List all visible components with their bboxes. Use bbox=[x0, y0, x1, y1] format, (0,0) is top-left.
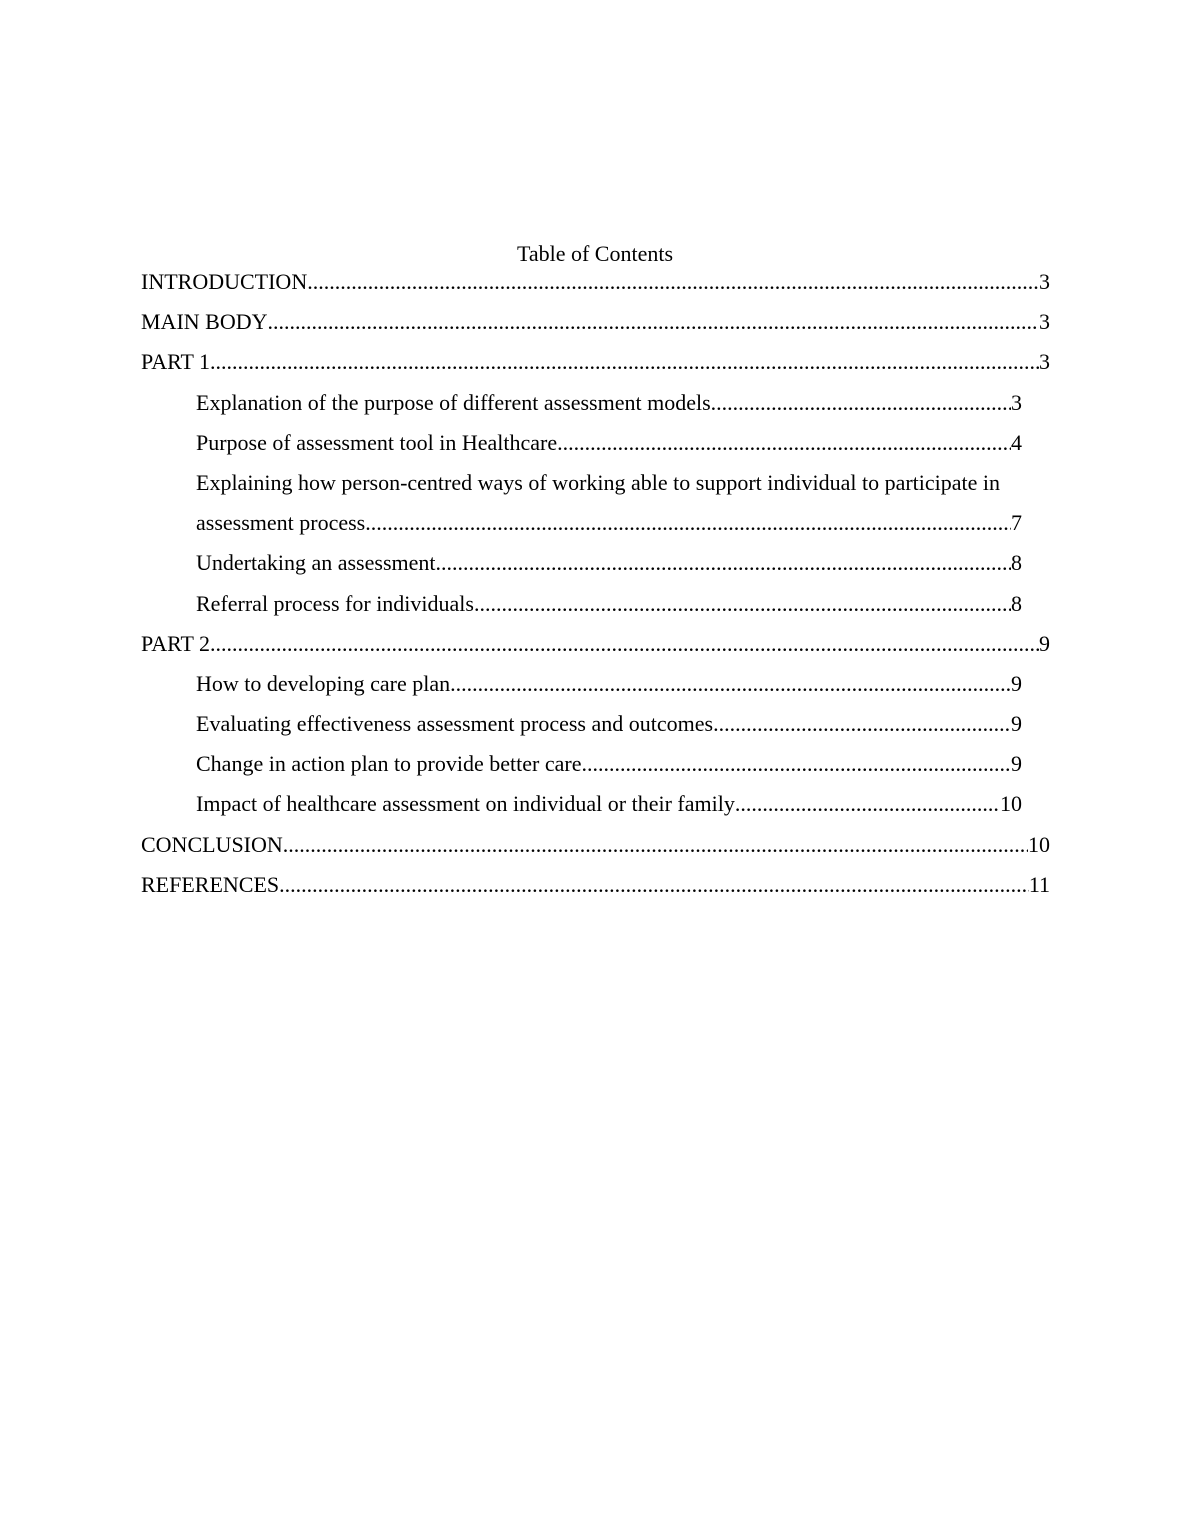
toc-page-number: 8 bbox=[1011, 590, 1022, 616]
toc-dot-leader bbox=[713, 710, 1011, 738]
toc-entry-label: INTRODUCTION bbox=[141, 269, 308, 294]
toc-entry-care-plan[interactable] bbox=[141, 670, 1050, 710]
toc-dot-leader bbox=[474, 590, 1011, 618]
toc-page-number: 10 bbox=[1000, 791, 1022, 817]
toc-entry-label: Undertaking an assessment bbox=[196, 550, 436, 576]
toc-entry-label: REFERENCES bbox=[141, 871, 280, 897]
toc-entry-label: PART 2 bbox=[141, 630, 210, 656]
toc-dot-leader bbox=[557, 429, 1011, 457]
toc-entry-label: PART 1 bbox=[141, 349, 210, 375]
toc-dot-leader bbox=[279, 871, 1029, 899]
toc-entry-conclusion[interactable] bbox=[141, 831, 1050, 871]
toc-title: Table of Contents bbox=[516, 241, 674, 266]
toc-dot-leader bbox=[436, 549, 1012, 577]
toc-dot-leader bbox=[268, 308, 1040, 336]
toc-page-number: 3 bbox=[1039, 349, 1050, 375]
toc-entry-label: Explaining how person-centred ways of working able to support individual to participate in bbox=[196, 469, 1001, 495]
toc-entry-person-centred[interactable] bbox=[141, 509, 1050, 549]
toc-entry-label: Explanation of the purpose of different assessment models bbox=[196, 389, 711, 415]
toc-dot-leader bbox=[365, 509, 1011, 537]
toc-dot-leader bbox=[711, 389, 1011, 417]
toc-entry-label: assessment process bbox=[196, 510, 366, 536]
toc-page-number: 7 bbox=[1011, 510, 1022, 536]
toc-entry-person-centred-line1[interactable] bbox=[141, 469, 1050, 509]
toc-dot-leader bbox=[210, 348, 1039, 376]
toc-entry-label: MAIN BODY bbox=[141, 309, 268, 335]
table-of-contents bbox=[141, 268, 1050, 911]
toc-entry-part-2[interactable] bbox=[141, 630, 1050, 670]
toc-dot-leader bbox=[581, 750, 1011, 778]
toc-page-number: 3 bbox=[1039, 269, 1050, 294]
toc-entry-undertaking-assessment[interactable] bbox=[141, 549, 1050, 589]
toc-entry-assessment-models[interactable] bbox=[141, 389, 1050, 429]
toc-entry-label: Purpose of assessment tool in Healthcare bbox=[196, 429, 558, 455]
toc-entry-label: Change in action plan to provide better care bbox=[196, 751, 582, 777]
toc-entry-label: Impact of healthcare assessment on individual or their family bbox=[196, 791, 735, 817]
toc-entry-impact-assessment[interactable] bbox=[141, 790, 1050, 830]
toc-entry-action-plan[interactable] bbox=[141, 750, 1050, 790]
toc-entry-referral-process[interactable] bbox=[141, 590, 1050, 630]
toc-page-number: 4 bbox=[1011, 429, 1022, 455]
toc-dot-leader bbox=[210, 630, 1039, 658]
toc-page-number: 11 bbox=[1028, 871, 1050, 897]
toc-dot-leader bbox=[283, 831, 1028, 859]
toc-entry-introduction[interactable] bbox=[141, 268, 1050, 308]
toc-entry-label: How to developing care plan bbox=[196, 670, 451, 696]
toc-dot-leader bbox=[735, 790, 1000, 818]
toc-page-number: 8 bbox=[1011, 550, 1022, 576]
toc-page-number: 3 bbox=[1039, 309, 1050, 335]
toc-entry-label: CONCLUSION bbox=[141, 831, 283, 857]
toc-entry-references[interactable] bbox=[141, 871, 1050, 911]
toc-page-number: 9 bbox=[1011, 711, 1022, 737]
toc-entry-main-body[interactable] bbox=[141, 308, 1050, 348]
toc-page-number: 9 bbox=[1011, 670, 1022, 696]
toc-dot-leader bbox=[450, 670, 1011, 698]
toc-entry-evaluating-effectiveness[interactable] bbox=[141, 710, 1050, 750]
toc-page-number: 9 bbox=[1039, 630, 1050, 656]
toc-entry-assessment-tool[interactable] bbox=[141, 429, 1050, 469]
toc-dot-leader bbox=[307, 268, 1039, 296]
toc-page-number: 10 bbox=[1028, 831, 1050, 857]
toc-entry-label: Referral process for individuals bbox=[196, 590, 474, 616]
toc-page-number: 3 bbox=[1011, 389, 1022, 415]
toc-entry-part-1[interactable] bbox=[141, 348, 1050, 388]
toc-entry-label: Evaluating effectiveness assessment process and outcomes bbox=[196, 711, 714, 737]
toc-page-number: 9 bbox=[1011, 751, 1022, 777]
